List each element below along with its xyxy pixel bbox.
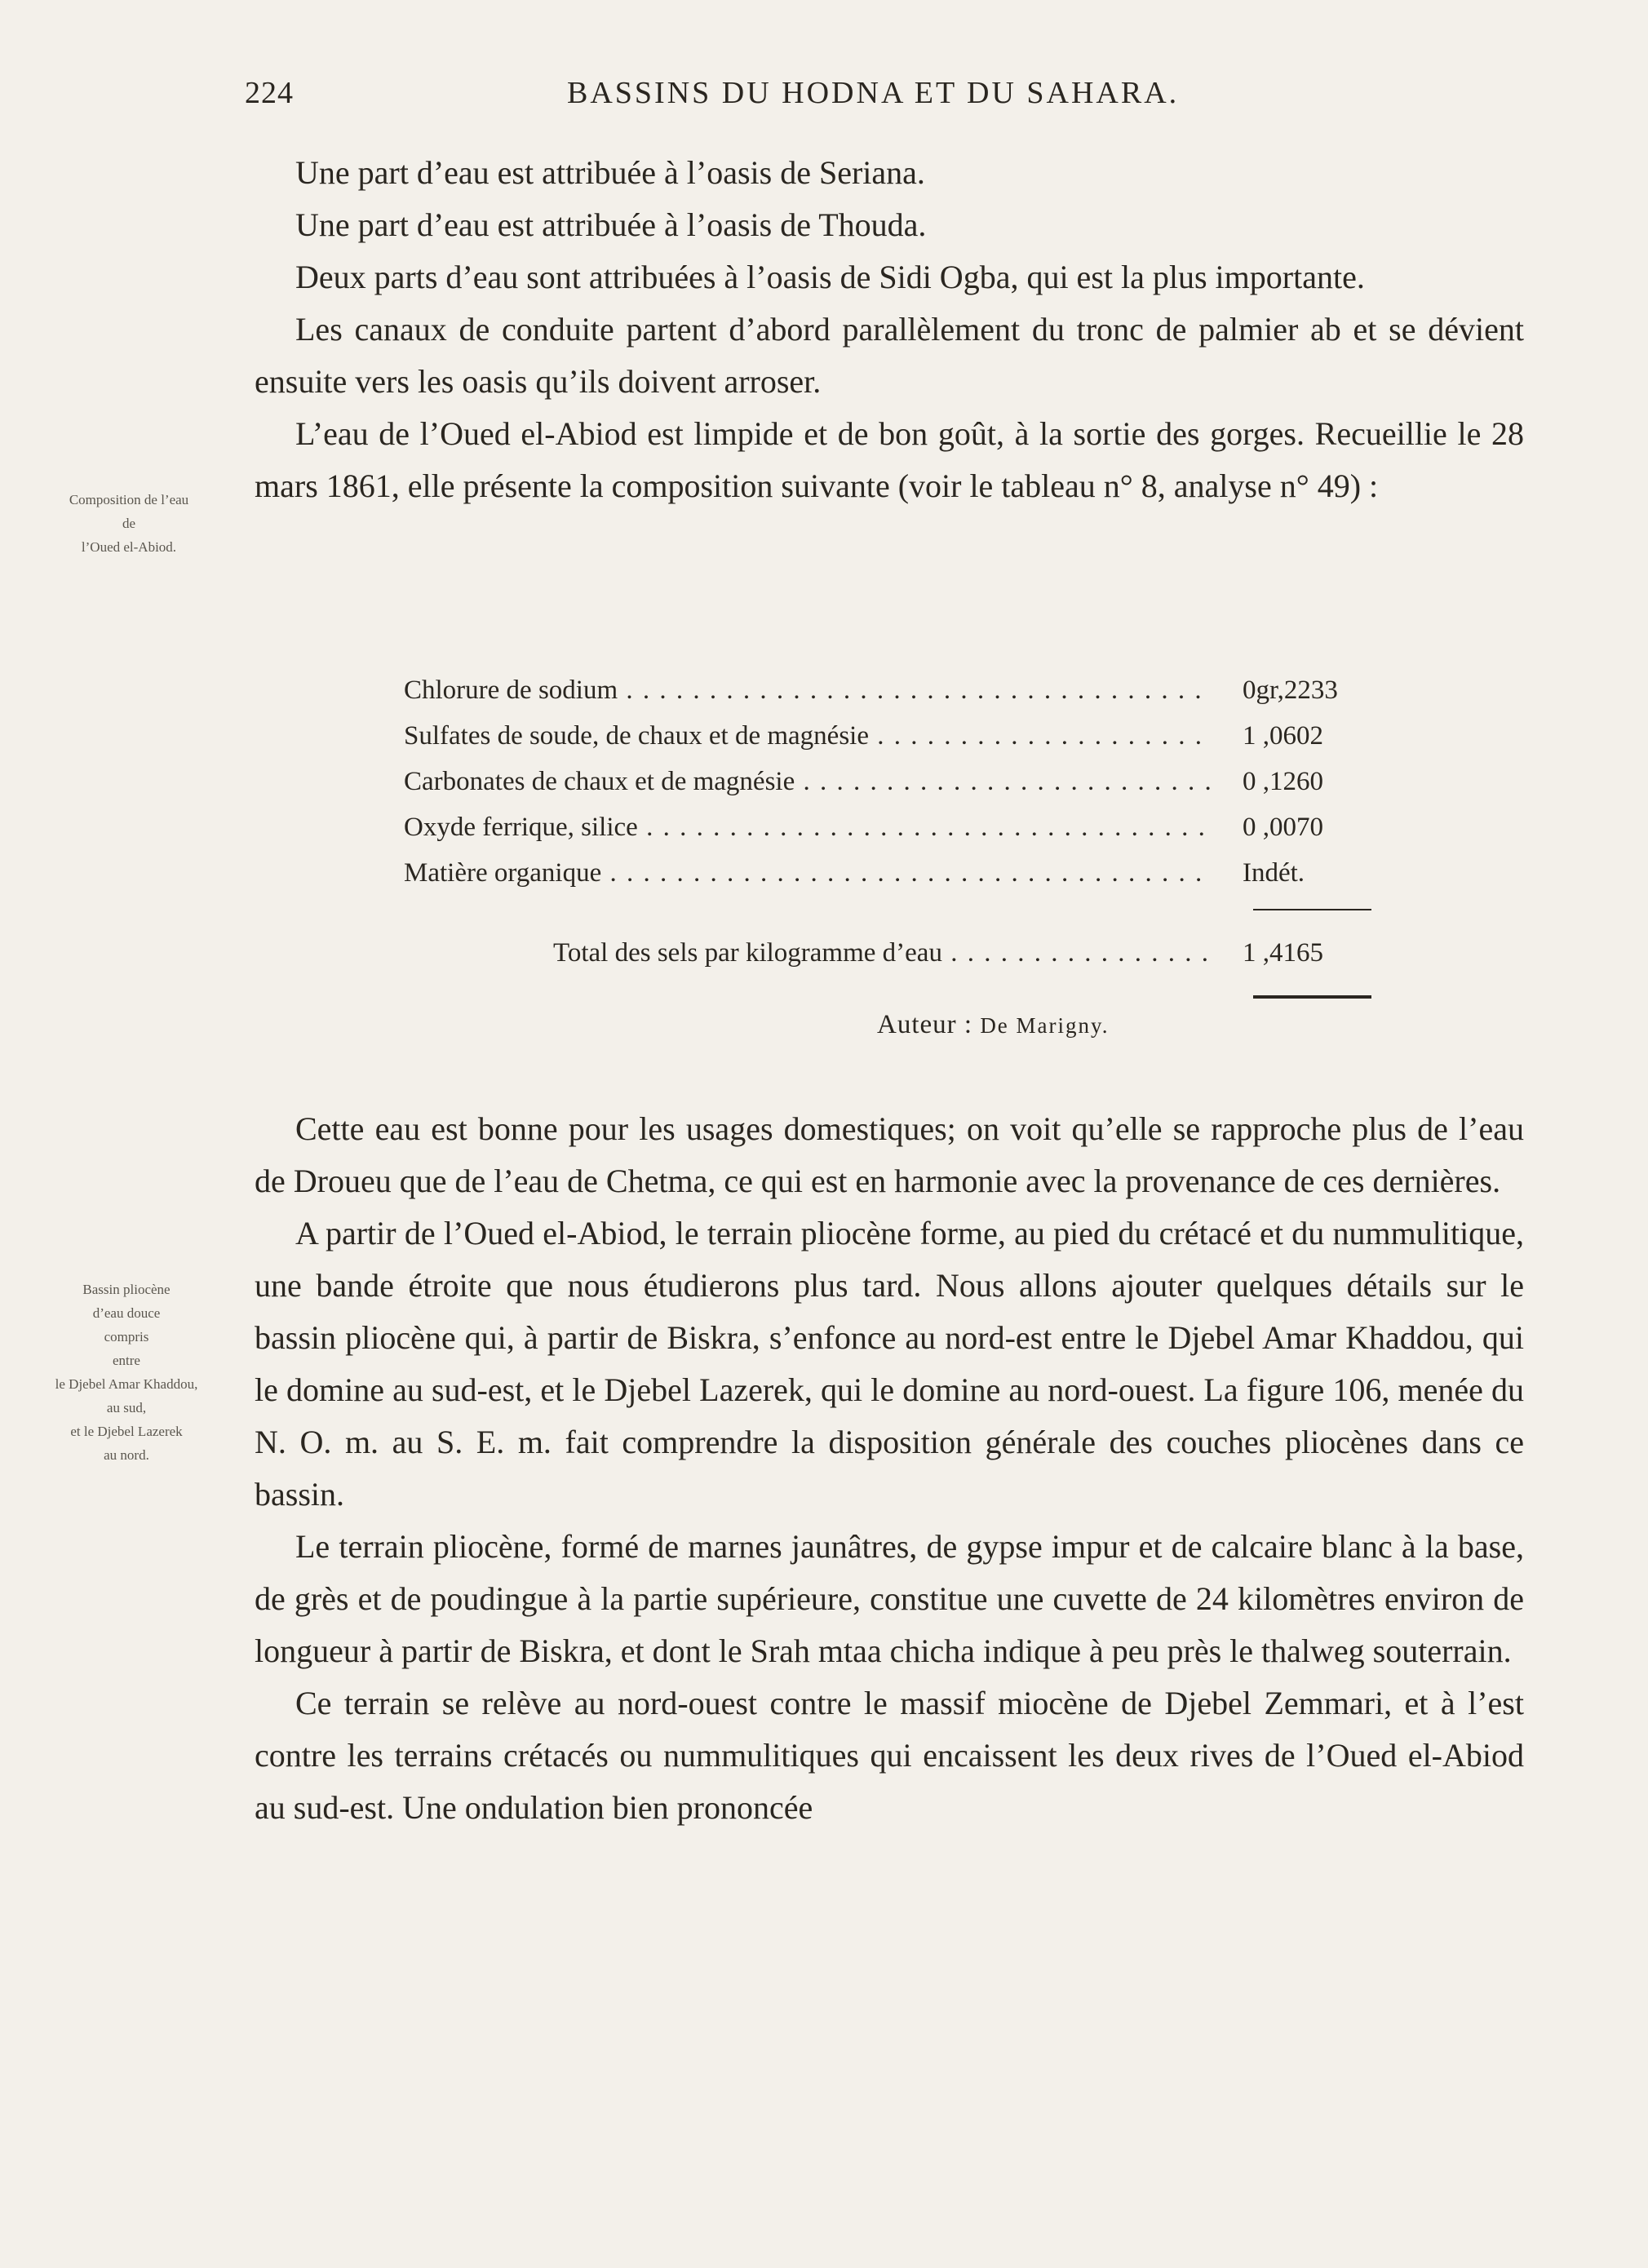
- row-label: Chlorure de sodium . . .: [404, 667, 1212, 713]
- paragraph: Une part d’eau est attribuée à l’oasis de Seriana.: [295, 154, 925, 191]
- margin-note-line: au nord.: [104, 1447, 149, 1463]
- running-title: BASSINS DU HODNA ET DU SAHARA.: [567, 76, 1180, 110]
- margin-note-line: compris: [104, 1329, 149, 1344]
- total-value: 1 ,4165: [1243, 938, 1323, 968]
- row-label: Oxyde ferrique, silice . . .: [404, 804, 1212, 850]
- total-label: Total des sels par kilogramme d’eau . . .: [553, 930, 1212, 976]
- paragraph: A partir de l’Oued el-Abiod, le terrain pliocène forme, au pied du crétacé et du nummulitique, une bande étroite que nous étudierons plus tard. Nous allons ajouter quelques détails sur le bassin pliocène qui, à partir de Biskra, s’enfonce au nord-est entre le Djebel Amar Khaddou, qui le domine au sud-est, et le Djebel Lazerek, qui le domine au nord-ouest. La figure 106, menée du N. O. m. au S. E. m. fait comprendre la disposition générale des couches pliocènes dans ce bassin.: [255, 1215, 1524, 1513]
- table-row: [404, 759, 1375, 804]
- table-row: [404, 667, 1375, 713]
- total-rule: [1253, 995, 1371, 999]
- paragraph: L’eau de l’Oued el-Abiod est limpide et de bon goût, à la sortie des gorges. Recueillie le 28 mars 1861, elle présente la composition suivante (voir le tableau n° 8, analyse n° 49) :: [255, 415, 1524, 504]
- paragraph: Deux parts d’eau sont attribuées à l’oasis de Sidi Ogba, qui est la plus importante.: [295, 259, 1365, 295]
- margin-note-line: et le Djebel Lazerek: [70, 1424, 183, 1439]
- text-block-bottom: [255, 1103, 1524, 1834]
- analysis-table: [404, 667, 1375, 896]
- total-row: [553, 930, 1375, 976]
- row-value: 0 ,0070: [1243, 813, 1323, 842]
- running-header: [245, 75, 1387, 124]
- row-value: 0 ,1260: [1243, 767, 1323, 796]
- text-block-top: [255, 147, 1524, 512]
- total-row-container: [553, 930, 1375, 976]
- margin-note-line: de: [122, 516, 136, 531]
- margin-note-line: Bassin pliocène: [82, 1282, 171, 1297]
- margin-note-line: au sud,: [106, 1400, 147, 1415]
- row-value: Indét.: [1243, 858, 1305, 888]
- table-author: [877, 1010, 1110, 1040]
- row-label: Carbonates de chaux et de magnésie . . .: [404, 759, 1212, 804]
- table-row: [404, 804, 1375, 850]
- paragraph: Une part d’eau est attribuée à l’oasis de Thouda.: [295, 206, 927, 243]
- margin-note-bassin: [16, 1278, 237, 1467]
- paragraph: Ce terrain se relève au nord-ouest contre le massif miocène de Djebel Zemmari, et à l’est contre les terrains crétacés ou nummulitiques qui encaissent les deux rives de l’Oued el-Abiod au sud-est. Une ondulation bien prononcée: [255, 1685, 1524, 1826]
- paragraph: Le terrain pliocène, formé de marnes jaunâtres, de gypse impur et de calcaire blanc à la base, de grès et de poudingue à la partie supérieure, constitue une cuvette de 24 kilomètres environ de longueur à partir de Biskra, et dont le Srah mtaa chicha indique à peu près le thalweg souterrain.: [255, 1528, 1524, 1669]
- sum-rule: [1253, 909, 1371, 910]
- row-value: 0gr,2233: [1243, 676, 1338, 705]
- paragraph: Cette eau est bonne pour les usages domestiques; on voit qu’elle se rapproche plus de l’eau de Droueu que de l’eau de Chetma, ce qui est en harmonie avec la provenance de ces dernières.: [255, 1110, 1524, 1199]
- author-name: De Marigny.: [980, 1013, 1110, 1038]
- margin-note-line: d’eau douce: [92, 1305, 161, 1321]
- margin-note-line: Composition de l’eau: [69, 492, 189, 507]
- table-row: [404, 713, 1375, 759]
- paragraph: Les canaux de conduite partent d’abord parallèlement du tronc de palmier ab et se dévient ensuite vers les oasis qu’ils doivent arroser.: [255, 311, 1524, 400]
- margin-note-line: entre: [113, 1353, 140, 1368]
- row-label: Matière organique . . .: [404, 850, 1212, 896]
- margin-note-line: le Djebel Amar Khaddou,: [55, 1376, 198, 1392]
- author-prefix: Auteur :: [877, 1010, 981, 1039]
- margin-note-composition: [31, 488, 227, 559]
- row-label: Sulfates de soude, de chaux et de magnésie . . .: [404, 713, 1212, 759]
- table-row: [404, 850, 1375, 896]
- page-number: 224: [245, 76, 294, 110]
- margin-note-line: l’Oued el-Abiod.: [81, 539, 177, 555]
- row-value: 1 ,0602: [1243, 721, 1323, 751]
